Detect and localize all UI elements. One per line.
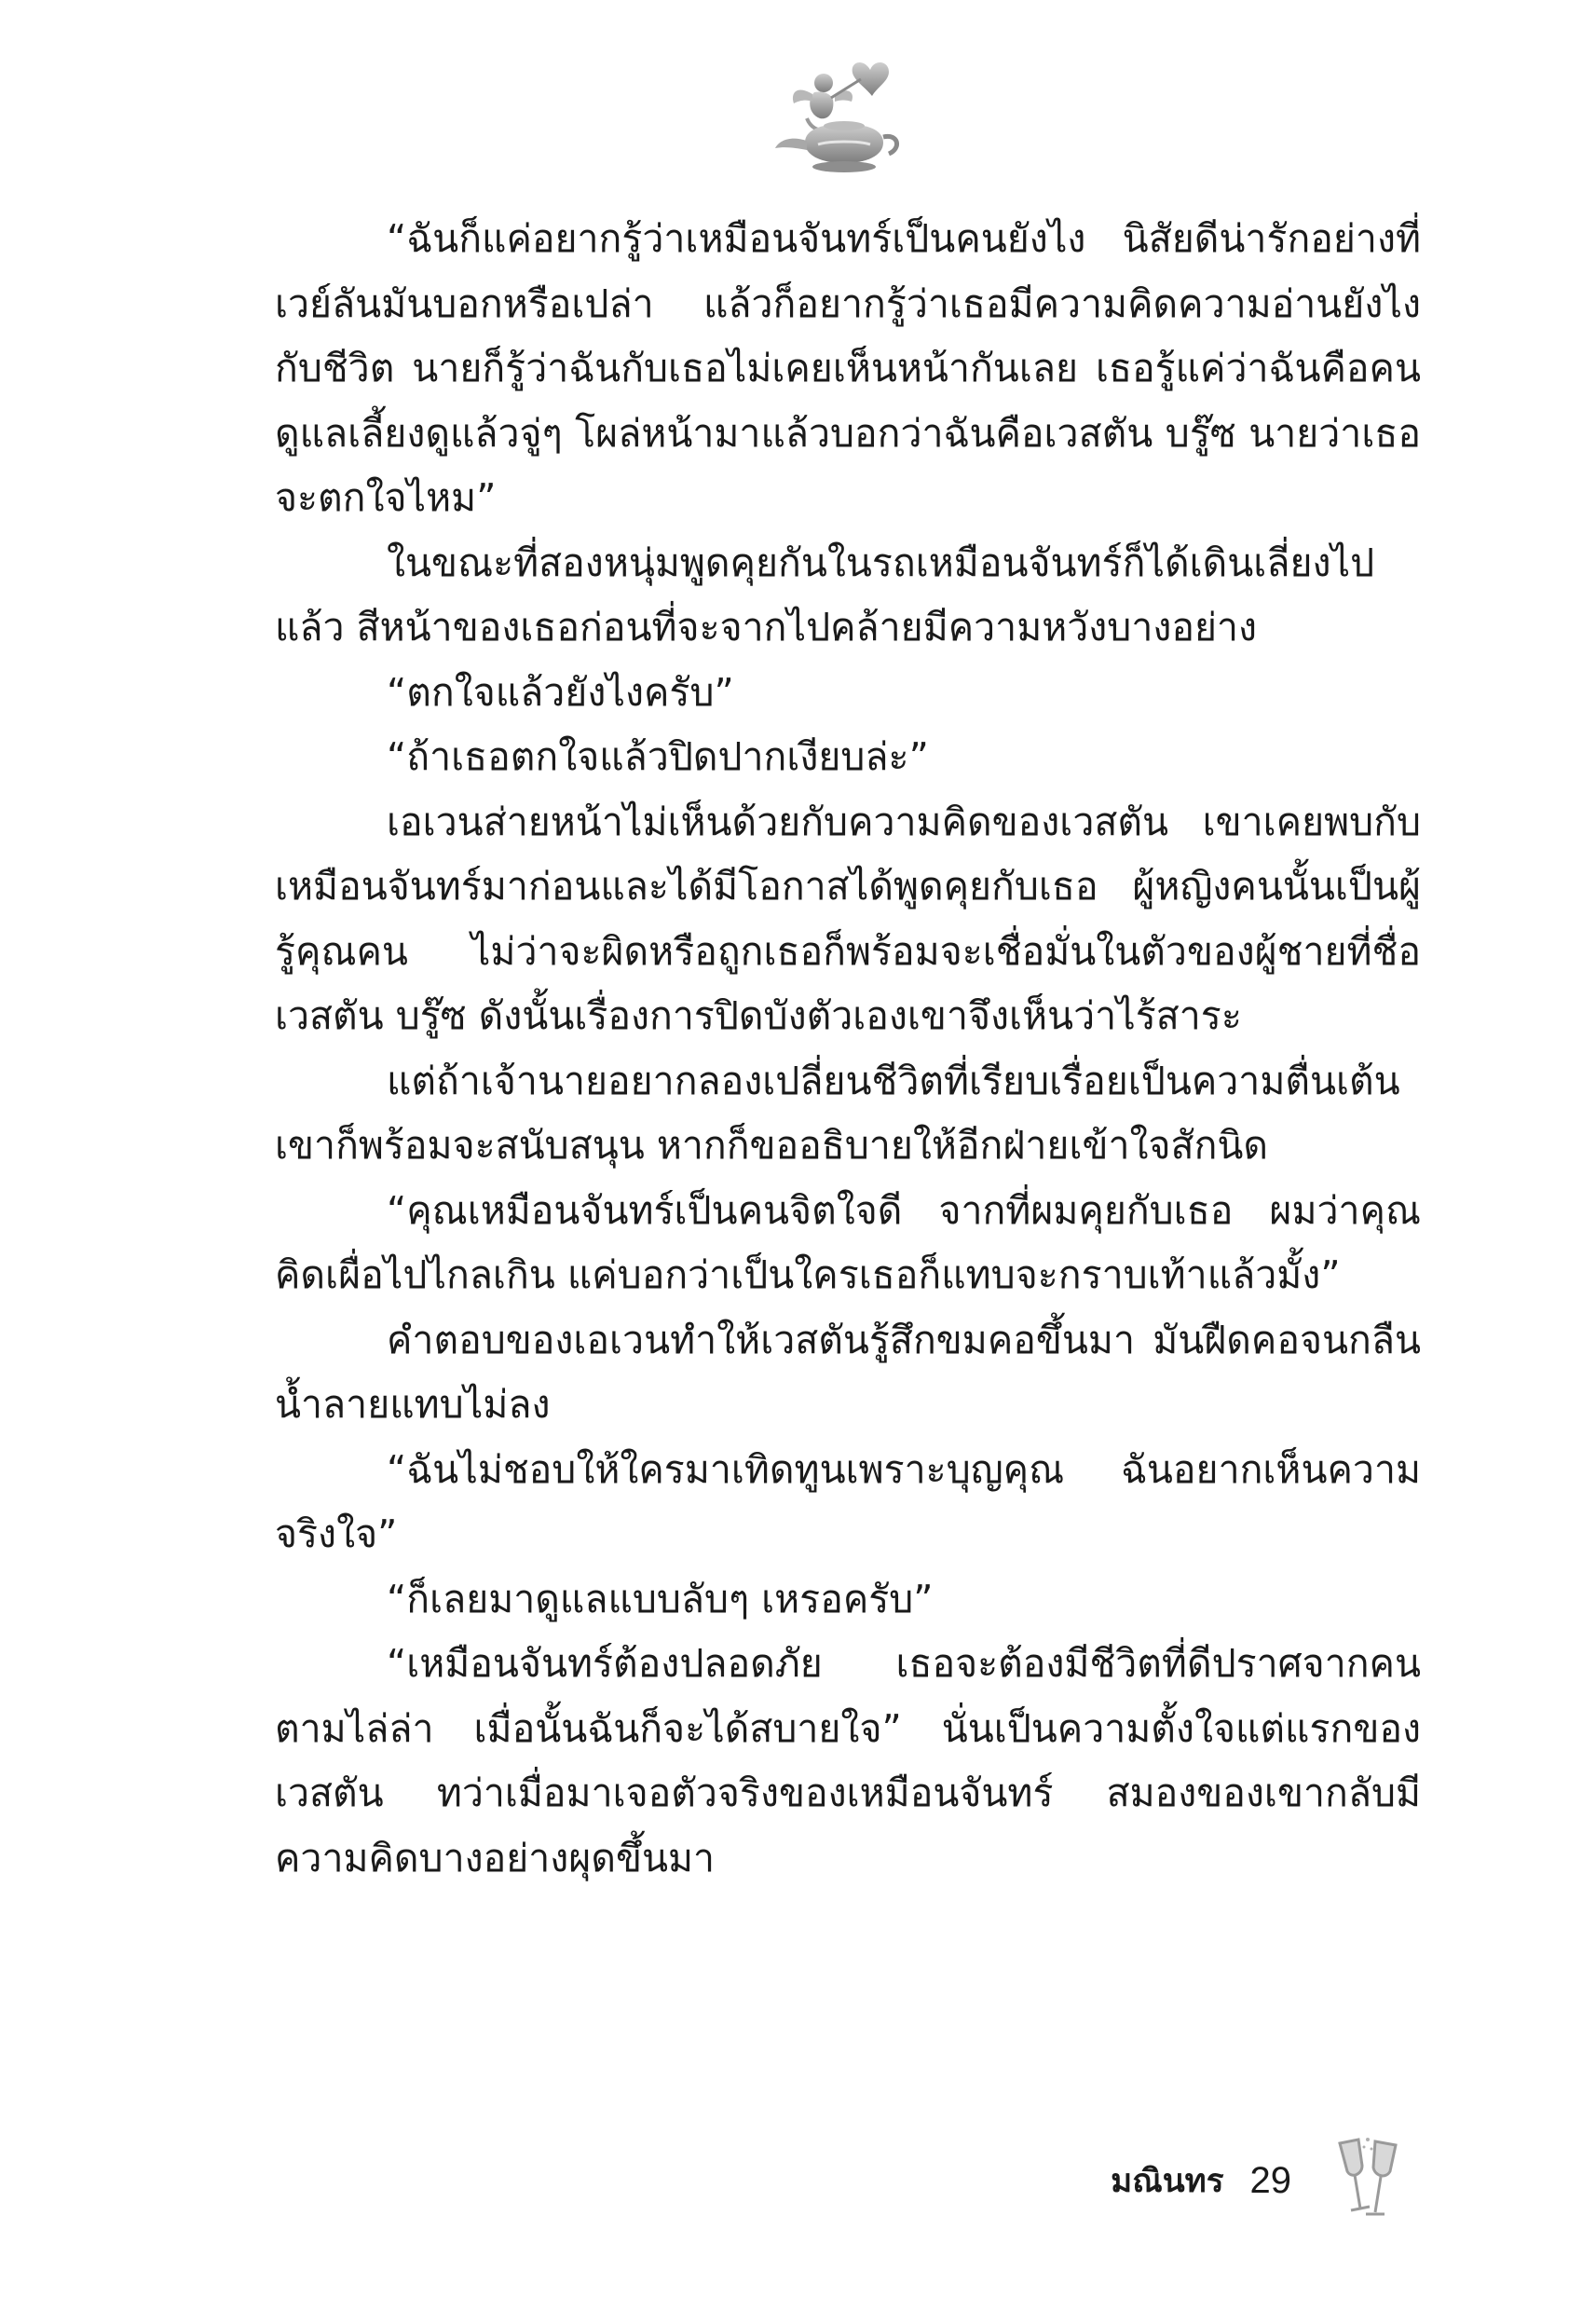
paragraph: แต่ถ้าเจ้านายอยากลองเปลี่ยนชีวิตที่เรียบเรื่อยเป็นความตื่นเต้นเขาก็พร้อมจะสนับสนุน หากก็ขออธิบายให้อีกฝ่ายเข้าใจสักนิด	[275, 1058, 1400, 1168]
champagne-glasses-icon	[1330, 2134, 1405, 2227]
page-number: 29	[1249, 2159, 1291, 2201]
paragraph: เอเวนส่ายหน้าไม่เห็นด้วยกับความคิดของเวสตัน เขาเคยพบกับเหมือนจันทร์มาก่อนและได้มีโอกาสได้พูดคุยกับเธอ ผู้หญิงคนนั้นเป็นผู้รู้คุณคน ไม่ว่าจะผิดหรือถูกเธอก็พร้อมจะเชื่อมั่นในตัวของผู้ชายที่ชื่อเวสตัน บรู๊ซ ดังนั้นเรื่องการปิดบังตัวเองเขาจึงเห็นว่าไร้สาระ	[275, 799, 1421, 1038]
paragraph: ในขณะที่สองหนุ่มพูดคุยกันในรถเหมือนจันทร์ก็ได้เดินเลี่ยงไปแล้ว สีหน้าของเธอก่อนที่จะจากไปคล้ายมีความหวังบางอย่าง	[275, 540, 1375, 650]
footer-author: มณินทร	[1111, 2162, 1224, 2200]
paragraph: “ฉันไม่ชอบให้ใครมาเทิดทูนเพราะบุญคุณ ฉันอยากเห็นความจริงใจ”	[275, 1446, 1421, 1556]
paragraph: “ตกใจแล้วยังไงครับ”	[387, 669, 734, 715]
paragraph: “ก็เลยมาดูแลแบบลับๆ เหรอครับ”	[387, 1576, 934, 1621]
paragraph: “คุณเหมือนจันทร์เป็นคนจิตใจดี จากที่ผมคุยกับเธอ ผมว่าคุณคิดเผื่อไปไกลเกิน แค่บอกว่าเป็นใครเธอก็แทบจะกราบเท้าแล้วมั้ง”	[275, 1187, 1421, 1297]
body-text	[275, 207, 1421, 1891]
paragraph: “ฉันก็แค่อยากรู้ว่าเหมือนจันทร์เป็นคนยังไง นิสัยดีน่ารักอย่างที่เวย์ลันมันบอกหรือเปล่า แล้วก็อยากรู้ว่าเธอมีความคิดความอ่านยังไงกับชีวิต นายก็รู้ว่าฉันกับเธอไม่เคยเห็นหน้ากันเลย เธอรู้แค่ว่าฉันคือคนดูแลเลี้ยงดูแล้วจู่ๆ โผล่หน้ามาแล้วบอกว่าฉันคือเวสตัน บรู๊ซ นายว่าเธอจะตกใจไหม”	[275, 216, 1421, 520]
paragraph: คำตอบของเอเวนทำให้เวสตันรู้สึกขมคอขึ้นมา มันฝืดคอจนกลืนน้ำลายแทบไม่ลง	[275, 1317, 1421, 1427]
cupid-teapot-icon	[770, 51, 909, 177]
paragraph: “เหมือนจันทร์ต้องปลอดภัย เธอจะต้องมีชีวิตที่ดีปราศจากคนตามไล่ล่า เมื่อนั้นฉันก็จะได้สบายใจ” นั่นเป็นความตั้งใจแต่แรกของเวสตัน ทว่าเมื่อมาเจอตัวจริงของเหมือนจันทร์ สมองของเขากลับมีความคิดบางอย่างผุดขึ้นมา	[275, 1641, 1421, 1880]
page-footer	[1111, 2134, 1405, 2227]
paragraph: “ถ้าเธอตกใจแล้วปิดปากเงียบล่ะ”	[387, 734, 929, 779]
